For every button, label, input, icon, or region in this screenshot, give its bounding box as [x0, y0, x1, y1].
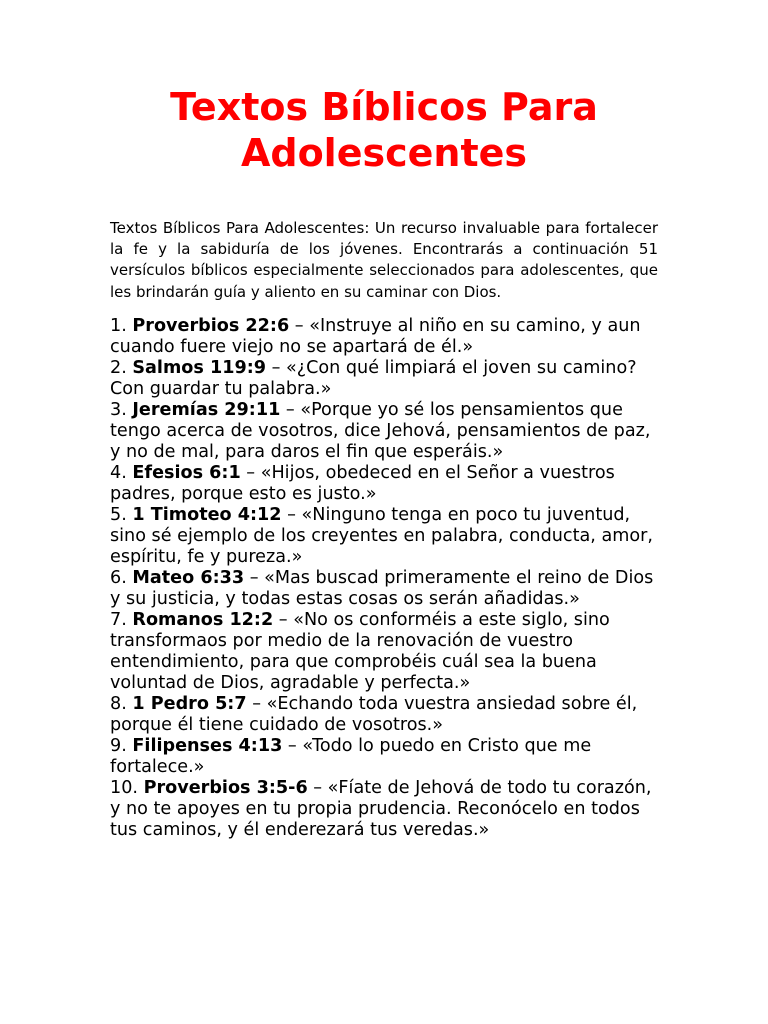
intro-paragraph: Textos Bíblicos Para Adolescentes: Un recurso invaluable para fortalecer la fe y la sabiduría de los jóvenes. Encontrarás a continuación 51 versículos bíblicos especialmente seleccionados para adolescentes, que les brindarán guía y aliento en su caminar con Dios.: [110, 219, 658, 301]
verse-item: [110, 568, 658, 610]
page-title: Textos Bíblicos Para Adolescentes: [170, 85, 598, 175]
verse-reference: Romanos 12:2: [132, 609, 274, 630]
verse-item: [110, 463, 658, 505]
verse-reference: Salmos 119:9: [132, 357, 266, 378]
verse-number: 4.: [110, 462, 127, 483]
verse-separator: –: [313, 777, 323, 798]
verse-item: [110, 505, 658, 568]
verse-text: «Porque yo sé los pensamientos que tengo acerca de vosotros, dice Jehová, pensamientos de paz, y no de mal, para daros el fin que esperáis.»: [110, 399, 651, 462]
verse-reference: Proverbios 22:6: [132, 315, 290, 336]
verse-reference: Efesios 6:1: [132, 462, 241, 483]
verse-text: «No os conforméis a este siglo, sino transformaos por medio de la renovación de vuestro entendimiento, para que comprobéis cuál sea la buena voluntad de Dios, agradable y perfecta.»: [110, 609, 610, 693]
document-page: [110, 84, 658, 841]
verse-number: 2.: [110, 357, 127, 378]
verse-text: «Mas buscad primeramente el reino de Dios y su justicia, y todas estas cosas os serán añadidas.»: [110, 567, 654, 609]
verse-item: [110, 778, 658, 841]
verse-separator: –: [287, 735, 297, 756]
verse-text: «Hijos, obedeced en el Señor a vuestros padres, porque esto es justo.»: [110, 462, 615, 504]
verse-item: [110, 358, 658, 400]
verse-number: 10.: [110, 777, 138, 798]
verse-list: [110, 316, 658, 841]
verse-reference: Mateo 6:33: [132, 567, 245, 588]
verse-item: [110, 736, 658, 778]
verse-number: 5.: [110, 504, 127, 525]
verse-reference: 1 Timoteo 4:12: [132, 504, 282, 525]
verse-text: «Fíate de Jehová de todo tu corazón, y no te apoyes en tu propia prudencia. Reconócelo en todos tus caminos, y él enderezará tus veredas.»: [110, 777, 652, 840]
verse-item: [110, 400, 658, 463]
verse-text: «Instruye al niño en su camino, y aun cuando fuere viejo no se apartará de él.»: [110, 315, 641, 357]
verse-text: «¿Con qué limpiará el joven su camino? Con guardar tu palabra.»: [110, 357, 637, 399]
verse-number: 6.: [110, 567, 127, 588]
verse-reference: 1 Pedro 5:7: [132, 693, 247, 714]
verse-number: 1.: [110, 315, 127, 336]
verse-separator: –: [246, 462, 256, 483]
verse-number: 7.: [110, 609, 127, 630]
verse-reference: Filipenses 4:13: [132, 735, 283, 756]
verse-item: [110, 610, 658, 694]
verse-separator: –: [278, 609, 288, 630]
verse-item: [110, 316, 658, 358]
verse-reference: Proverbios 3:5-6: [143, 777, 308, 798]
verse-text: «Echando toda vuestra ansiedad sobre él, porque él tiene cuidado de vosotros.»: [110, 693, 638, 735]
verse-text: «Todo lo puedo en Cristo que me fortalece.»: [110, 735, 592, 777]
verse-number: 9.: [110, 735, 127, 756]
verse-separator: –: [285, 399, 295, 420]
verse-separator: –: [287, 504, 296, 525]
verse-number: 8.: [110, 693, 127, 714]
verse-number: 3.: [110, 399, 127, 420]
verse-separator: –: [294, 315, 304, 336]
verse-separator: –: [271, 357, 281, 378]
verse-text: «Ninguno tenga en poco tu juventud, sino sé ejemplo de los creyentes en palabra, conducta, amor, espíritu, fe y pureza.»: [110, 504, 653, 567]
verse-separator: –: [249, 567, 259, 588]
verse-item: [110, 694, 658, 736]
verse-reference: Jeremías 29:11: [132, 399, 281, 420]
verse-separator: –: [252, 693, 261, 714]
